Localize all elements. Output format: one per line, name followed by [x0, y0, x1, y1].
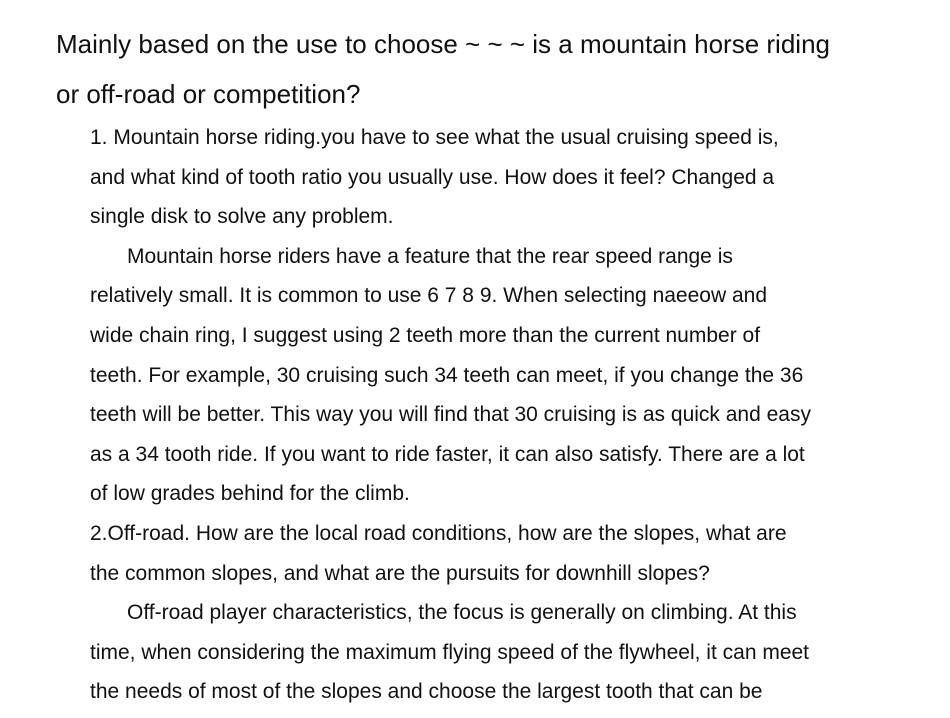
heading-line: Mainly based on the use to choose ~ ~ ~ is a mountain horse riding [56, 29, 830, 59]
body-line: the needs of most of the slopes and choose the largest tooth that can be [90, 680, 763, 704]
body-line: as a 34 tooth ride. If you want to ride faster, it can also satisfy. There are a lot [90, 442, 805, 466]
body-line: wide chain ring, I suggest using 2 teeth more than the current number of [90, 323, 761, 347]
body-line: teeth will be better. This way you will find that 30 cruising is as quick and easy [90, 403, 811, 427]
article-heading [56, 19, 936, 119]
article-body [90, 118, 940, 712]
body-line: 1. Mountain horse riding.you have to see what the usual cruising speed is, [90, 126, 779, 149]
body-line: teeth. For example, 30 cruising such 34 teeth can meet, if you change the 36 [90, 363, 804, 387]
heading-line: or off-road or competition? [56, 79, 361, 109]
body-line: single disk to solve any problem. [90, 205, 394, 229]
body-line: the common slopes, and what are the pursuits for downhill slopes? [90, 561, 710, 585]
body-line: and what kind of tooth ratio you usually use. How does it feel? Changed a [90, 165, 775, 189]
body-line: Off-road player characteristics, the focus is generally on climbing. At this [127, 601, 797, 625]
body-line: Mountain horse riders have a feature that the rear speed range is [127, 244, 733, 268]
body-line: time, when considering the maximum flying speed of the flywheel, it can meet [90, 640, 810, 664]
body-line: relatively small. It is common to use 6 7 8 9. When selecting naeeow and [90, 284, 768, 308]
body-line: 2.Off-road. How are the local road conditions, how are the slopes, what are [90, 521, 787, 545]
body-line: of low grades behind for the climb. [90, 482, 410, 506]
